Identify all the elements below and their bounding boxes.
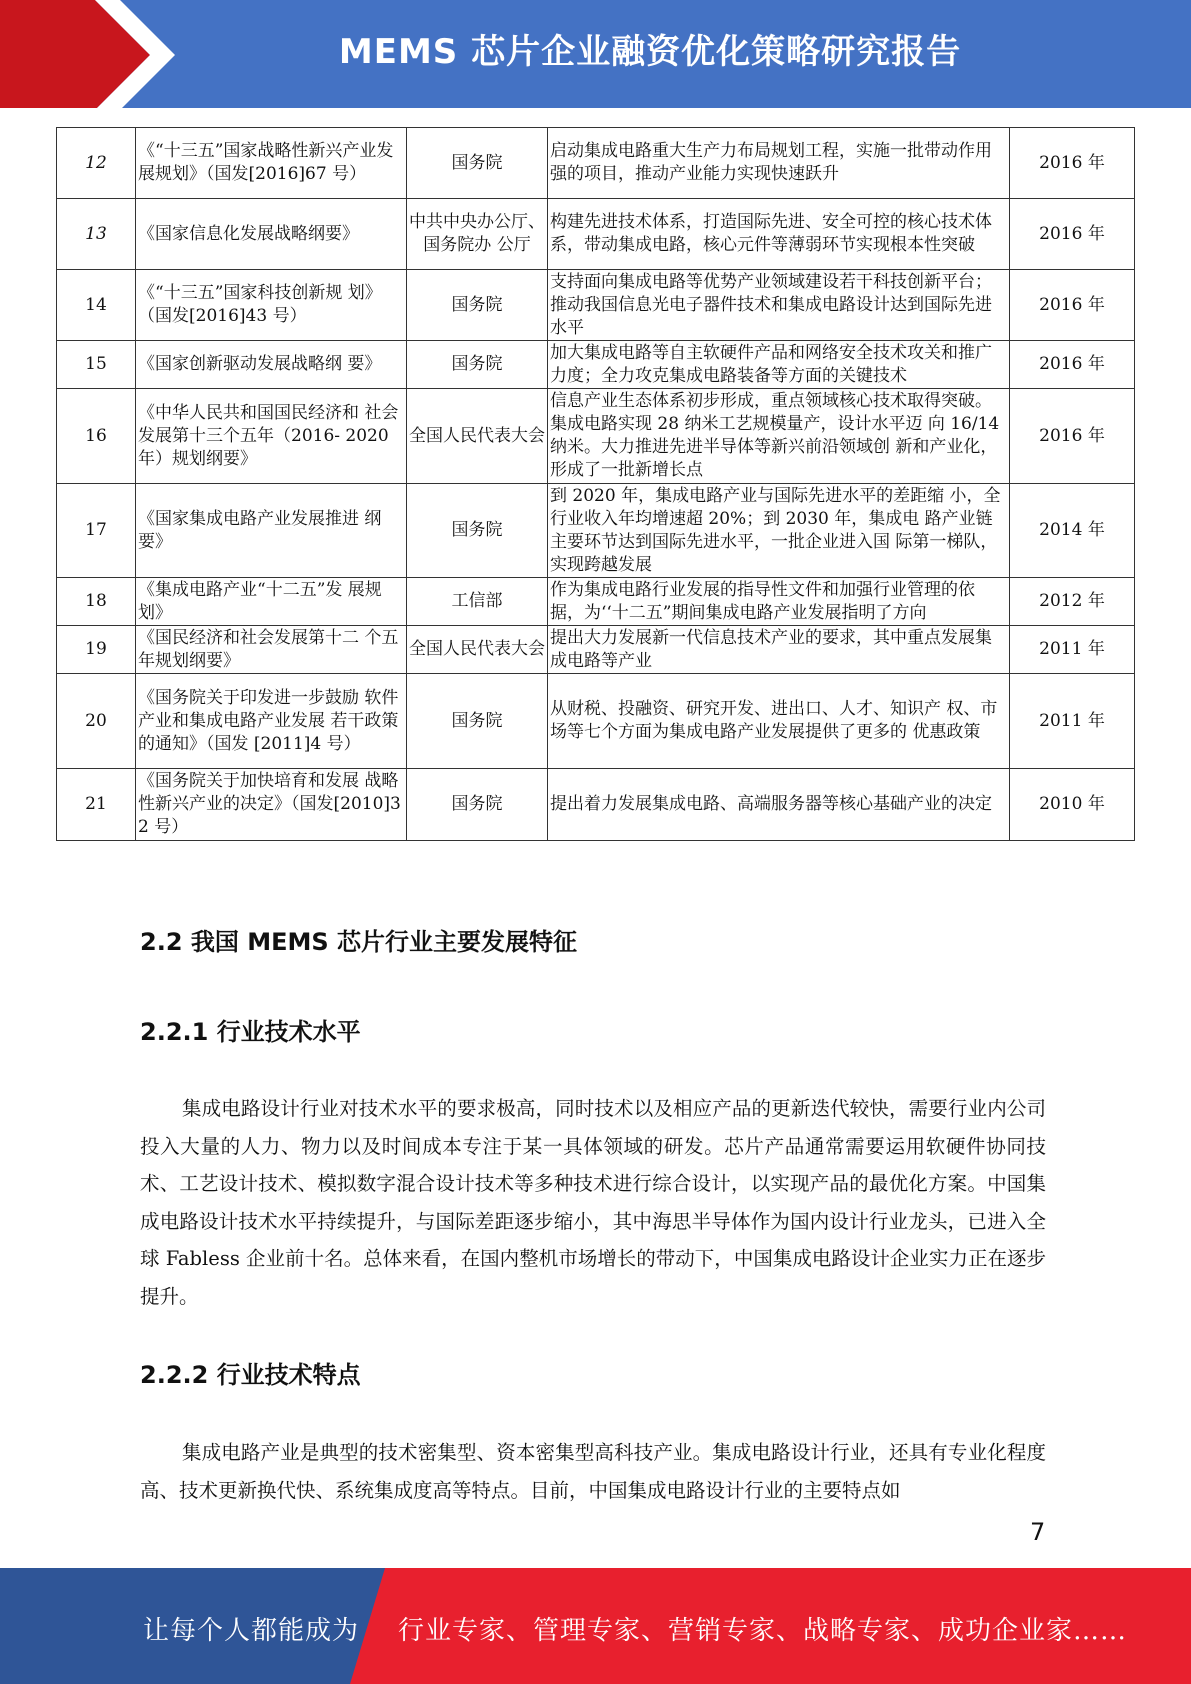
table-row [57, 270, 1135, 341]
row-number: 12 [57, 128, 136, 199]
policy-issuer: 国务院 [407, 674, 548, 769]
policy-content: 信息产业生态体系初步形成，重点领域核心技术取得突破。集成电路实现 28 纳米工艺规模量产，设计水平迈 向 16/14 纳米。大力推进先进半导体等新兴前沿领域创 新和产业化，形成了一批新增长点 [548, 389, 1010, 484]
policy-content: 加大集成电路等自主软硬件产品和网络安全技术攻关和推广力度；全力攻克集成电路装备等方面的关键技术 [548, 341, 1010, 389]
row-number: 15 [57, 341, 136, 389]
policy-content: 到 2020 年，集成电路产业与国际先进水平的差距缩 小，全行业收入年均增速超 20%；到 2030 年，集成电 路产业链主要环节达到国际先进水平，一批企业进入国 际第一梯队，实现跨越发展 [548, 484, 1010, 578]
page-number: 7 [1030, 1518, 1046, 1546]
row-number: 13 [57, 199, 136, 270]
policy-content: 提出着力发展集成电路、高端服务器等核心基础产业的决定 [548, 769, 1010, 841]
policy-content: 从财税、投融资、研究开发、进出口、人才、知识产 权、市场等七个方面为集成电路产业发展提供了更多的 优惠政策 [548, 674, 1010, 769]
policy-content: 构建先进技术体系，打造国际先进、安全可控的核心技术体系，带动集成电路，核心元件等薄弱环节实现根本性突破 [548, 199, 1010, 270]
policy-name: 《国家创新驱动发展战略纲 要》 [136, 341, 407, 389]
policy-year: 2016 年 [1010, 341, 1135, 389]
policy-year: 2016 年 [1010, 270, 1135, 341]
policy-content: 作为集成电路行业发展的指导性文件和加强行业管理的依据，为‘‘十二五”期间集成电路产业发展指明了方向 [548, 578, 1010, 626]
footer-slogan-left: 让每个人都能成为 [143, 1616, 360, 1646]
policy-name: 《国家信息化发展战略纲要》 [136, 199, 407, 270]
policy-year: 2011 年 [1010, 674, 1135, 769]
table-row [57, 578, 1135, 626]
row-number: 20 [57, 674, 136, 769]
policy-name: 《“十三五”国家战略性新兴产业发展规划》（国发[2016]67 号） [136, 128, 407, 199]
policy-issuer: 国务院 [407, 484, 548, 578]
paragraph-tech-level: 集成电路设计行业对技术水平的要求极高，同时技术以及相应产品的更新迭代较快，需要行业内公司投入大量的人力、物力以及时间成本专注于某一具体领域的研发。芯片产品通常需要运用软硬件协同技术、工艺设计技术、模拟数字混合设计技术等多种技术进行综合设计，以实现产品的最优化方案。中国集成电路设计技术水平持续提升，与国际差距逐步缩小，其中海思半导体作为国内设计行业龙头，已进入全球 Fabless 企业前十名。总体来看，在国内整机市场增长的带动下，中国集成电路设计企业实力正在逐步提升。 [140, 1097, 1046, 1308]
table-row [57, 199, 1135, 270]
policy-issuer: 中共中央办公厅、国务院办 公厅 [407, 199, 548, 270]
table-row [57, 389, 1135, 484]
policy-content: 提出大力发展新一代信息技术产业的要求，其中重点发展集成电路等产业 [548, 626, 1010, 674]
policy-year: 2016 年 [1010, 389, 1135, 484]
policy-issuer: 全国人民代表大会 [407, 626, 548, 674]
row-number: 18 [57, 578, 136, 626]
policy-issuer: 国务院 [407, 128, 548, 199]
policy-year: 2012 年 [1010, 578, 1135, 626]
report-title: MEMS 芯片企业融资优化策略研究报告 [338, 32, 962, 72]
table-row [57, 674, 1135, 769]
table-row [57, 128, 1135, 199]
row-number: 17 [57, 484, 136, 578]
table-row [57, 769, 1135, 841]
policy-name: 《国务院关于印发进一步鼓励 软件产业和集成电路产业发展 若干政策的通知》（国发 [2011]4 号） [136, 674, 407, 769]
policy-name: 《国务院关于加快培育和发展 战略性新兴产业的决定》（国发[2010]32 号） [136, 769, 407, 841]
policy-table [56, 127, 1135, 841]
policy-issuer: 国务院 [407, 341, 548, 389]
policy-year: 2014 年 [1010, 484, 1135, 578]
row-number: 16 [57, 389, 136, 484]
policy-content: 启动集成电路重大生产力布局规划工程，实施一批带动作用强的项目，推动产业能力实现快速跃升 [548, 128, 1010, 199]
policy-issuer: 工信部 [407, 578, 548, 626]
row-number: 14 [57, 270, 136, 341]
policy-name: 《“十三五”国家科技创新规 划》（国发[2016]43 号） [136, 270, 407, 341]
policy-name: 《国民经济和社会发展第十二 个五年规划纲要》 [136, 626, 407, 674]
section-heading-2-2-1: 2.2.1 行业技术水平 [140, 1018, 361, 1046]
row-number: 21 [57, 769, 136, 841]
policy-content: 支持面向集成电路等优势产业领域建设若干科技创新平台；推动我国信息光电子器件技术和集成电路设计达到国际先进水平 [548, 270, 1010, 341]
policy-issuer: 国务院 [407, 270, 548, 341]
section-heading-2-2-2: 2.2.2 行业技术特点 [140, 1361, 361, 1389]
policy-name: 《国家集成电路产业发展推进 纲要》 [136, 484, 407, 578]
policy-name: 《中华人民共和国国民经济和 社会发展第十三个五年（2016- 2020 年）规划纲要》 [136, 389, 407, 484]
policy-year: 2016 年 [1010, 199, 1135, 270]
policy-issuer: 国务院 [407, 769, 548, 841]
table-row [57, 341, 1135, 389]
row-number: 19 [57, 626, 136, 674]
policy-year: 2016 年 [1010, 128, 1135, 199]
policy-year: 2011 年 [1010, 626, 1135, 674]
footer-slogan-right: 行业专家、管理专家、营销专家、战略专家、成功企业家…… [398, 1616, 1128, 1646]
policy-name: 《集成电路产业“十二五”发 展规划》 [136, 578, 407, 626]
section-heading-2-2: 2.2 我国 MEMS 芯片行业主要发展特征 [140, 928, 578, 956]
paragraph-tech-features: 集成电路产业是典型的技术密集型、资本密集型高科技产业。集成电路设计行业，还具有专业化程度高、技术更新换代快、系统集成度高等特点。目前，中国集成电路设计行业的主要特点如 [140, 1441, 1046, 1502]
table-row [57, 484, 1135, 578]
table-row [57, 626, 1135, 674]
header-divider [0, 108, 1191, 111]
policy-year: 2010 年 [1010, 769, 1135, 841]
policy-issuer: 全国人民代表大会 [407, 389, 548, 484]
